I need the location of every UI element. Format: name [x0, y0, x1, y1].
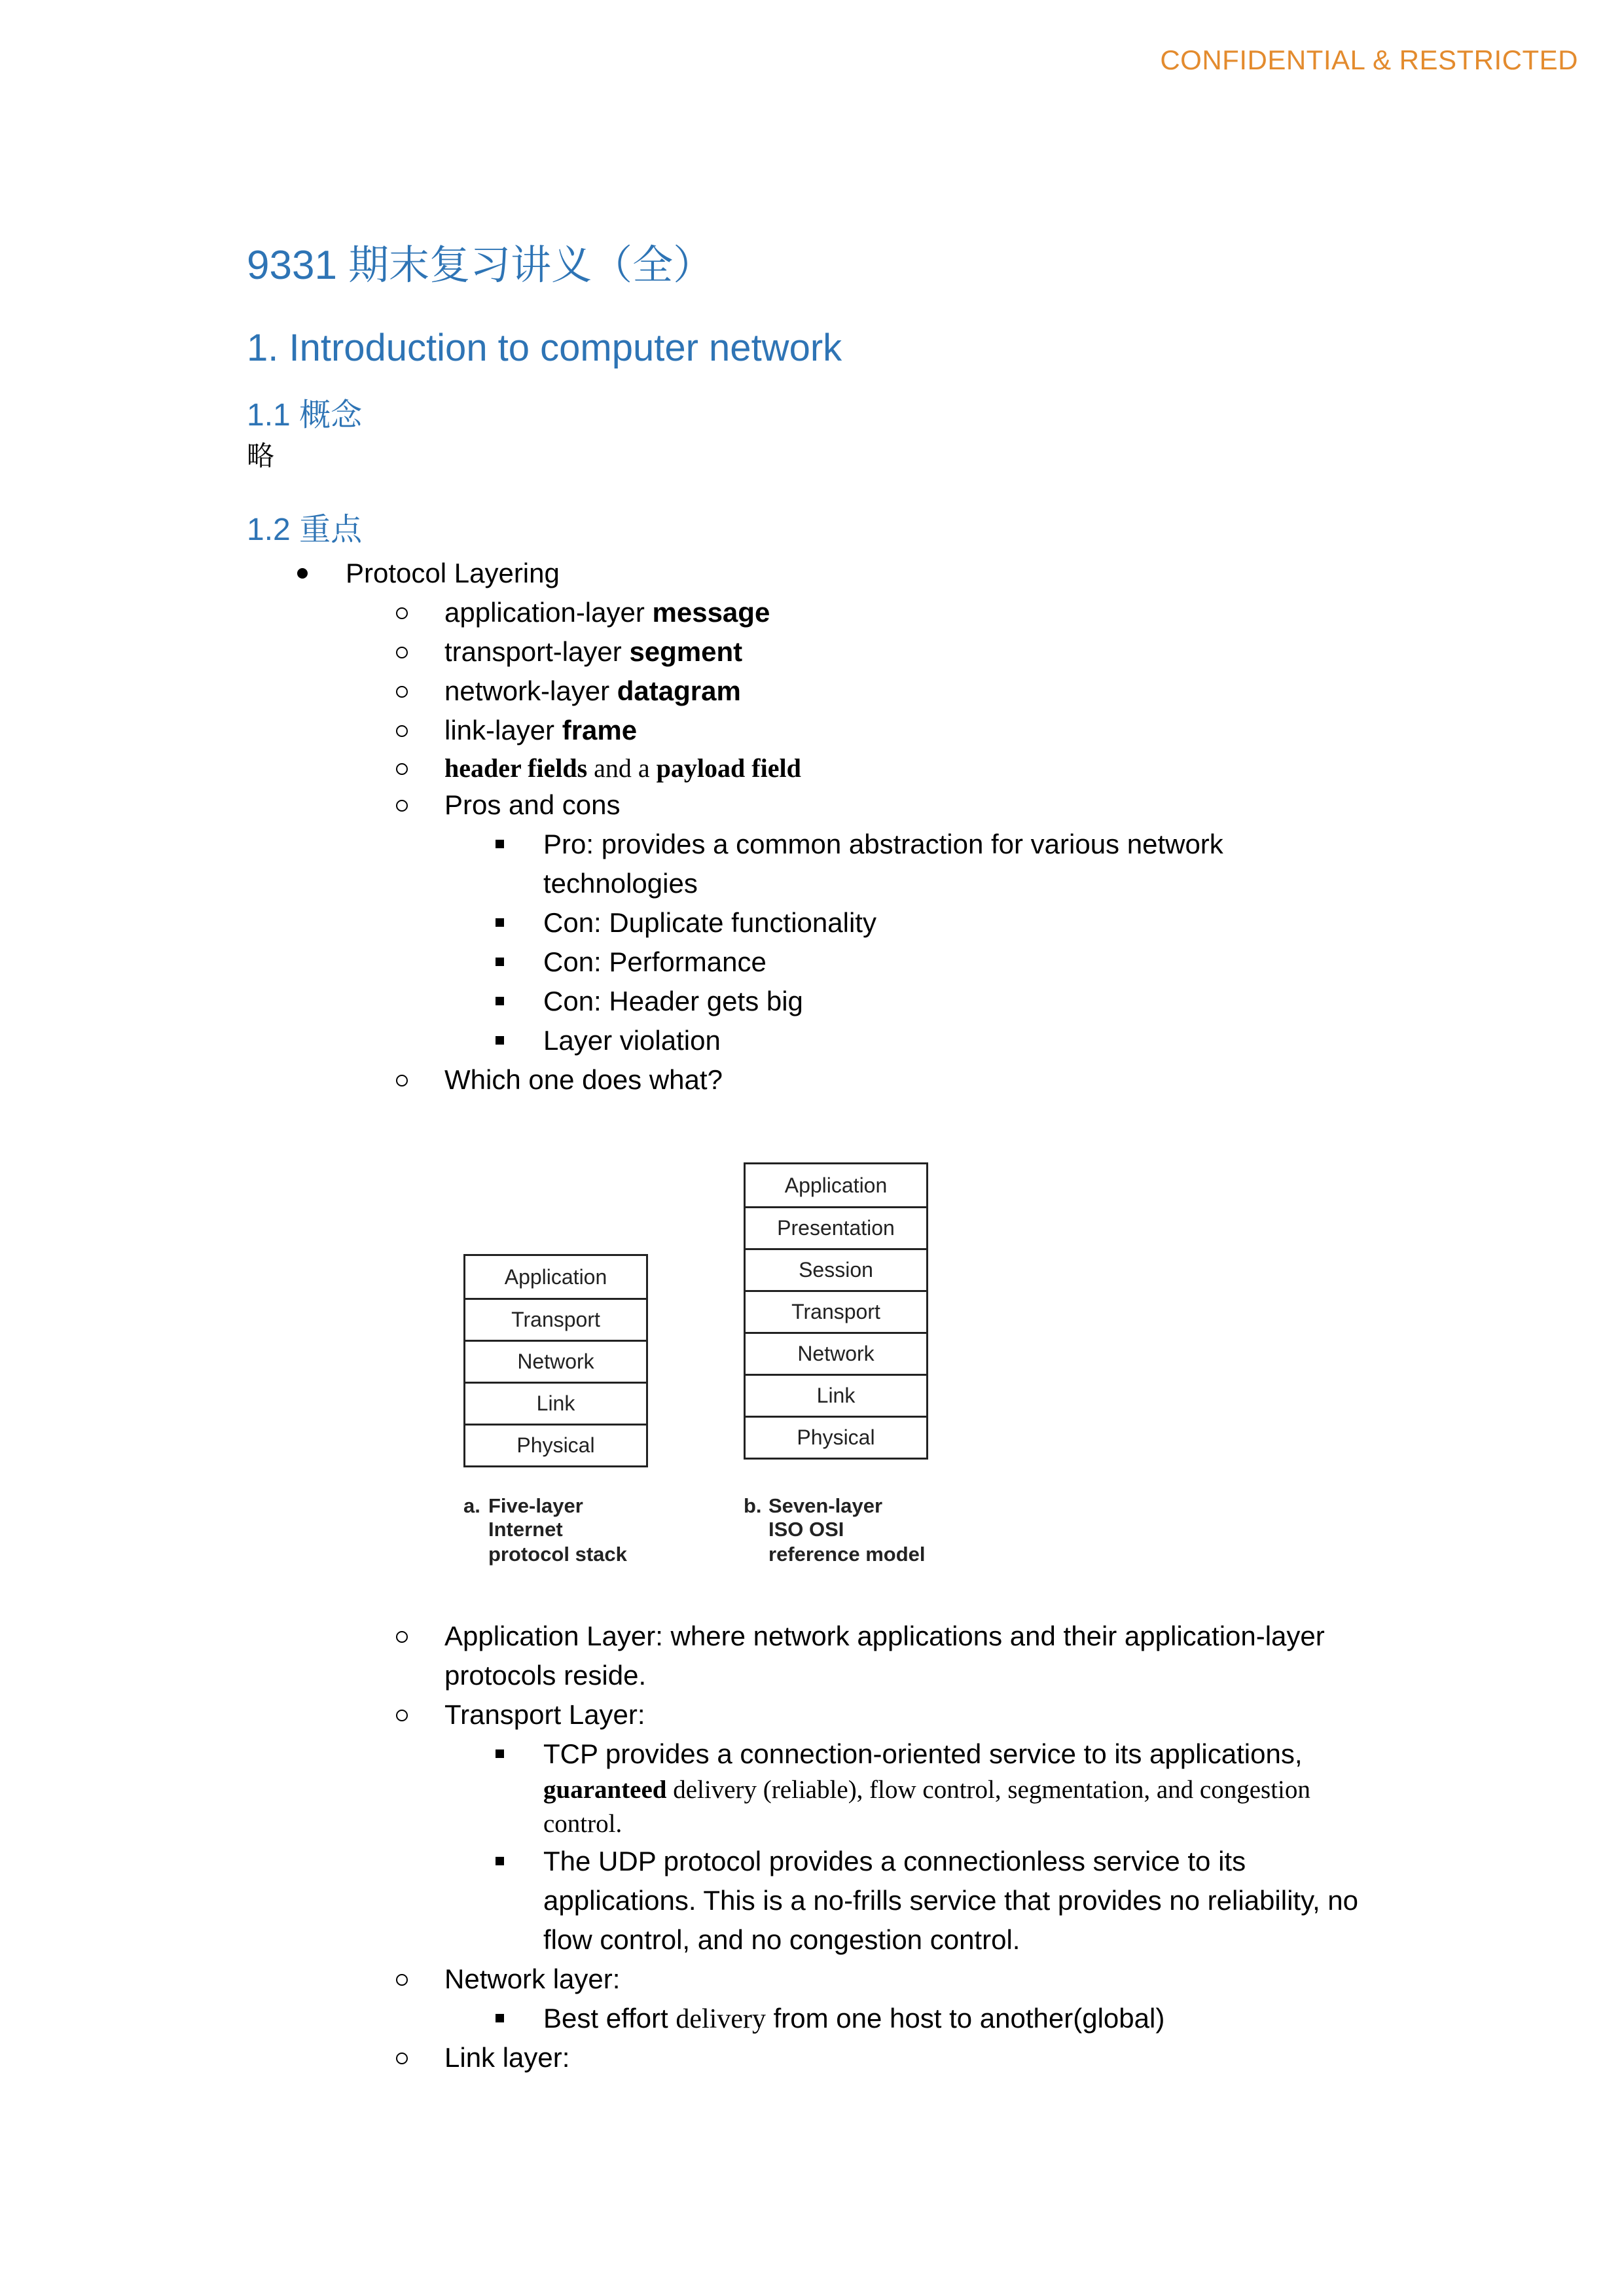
tcp-desc-line2: guaranteed delivery (reliable), flow control, segmentation, and congestion [543, 1776, 1310, 1804]
tcp-desc-line1: TCP provides a connection-oriented service to its applications, [543, 1738, 1303, 1769]
tcp-desc-line3: control. [543, 1810, 623, 1838]
stack-cell: Network [465, 1340, 646, 1382]
seven-layer-stack [744, 1162, 928, 1460]
list-item-application-layer: application-layer message [444, 597, 770, 628]
bullet-circle [396, 1631, 408, 1643]
stack-cell: Transport [465, 1298, 646, 1340]
list-item-pro-cont: technologies [543, 868, 698, 899]
best-effort-desc: Best effort delivery from one host to another(global) [543, 2003, 1165, 2034]
section-1-2-heading: 1.2 重点 [247, 512, 363, 547]
section-1-heading: 1. Introduction to computer network [247, 327, 842, 369]
bullet-circle [396, 607, 408, 619]
bullet-circle [396, 1974, 408, 1986]
stack-cell: Transport [746, 1290, 926, 1332]
bullet-circle [396, 686, 408, 698]
list-item-con-header: Con: Header gets big [543, 986, 803, 1016]
list-item-which-one: Which one does what? [444, 1064, 723, 1095]
transport-layer-desc: Transport Layer: [444, 1699, 645, 1730]
caption-line: Five-layer [488, 1494, 583, 1517]
list-item-pros-cons: Pros and cons [444, 789, 621, 820]
five-layer-stack [463, 1254, 648, 1467]
bullet-circle [396, 1075, 408, 1086]
udp-desc-line1: The UDP protocol provides a connectionless service to its [543, 1846, 1246, 1876]
caption-line: protocol stack [488, 1543, 627, 1566]
bullet-square [496, 1749, 504, 1758]
stack-cell: Application [784, 1173, 888, 1197]
stack-cell: Network [746, 1332, 926, 1374]
section-1-1-text: 略 [247, 442, 275, 472]
app-layer-desc-line2: protocols reside. [444, 1660, 647, 1691]
bullet-circle [396, 2053, 408, 2064]
protocol-layering-item: Protocol Layering [346, 558, 560, 588]
caption-line: reference model [768, 1543, 926, 1566]
stack-cell: Physical [746, 1416, 926, 1458]
udp-desc-line3: flow control, and no congestion control. [543, 1924, 1020, 1955]
link-layer-desc: Link layer: [444, 2042, 570, 2073]
bullet-square [496, 918, 504, 927]
list-item-transport-layer: transport-layer segment [444, 636, 743, 667]
bullet-circle [396, 725, 408, 737]
section-1-1-heading: 1.1 概念 [247, 398, 363, 433]
bullet-square [496, 1857, 504, 1865]
list-item-link-layer: link-layer frame [444, 715, 638, 745]
confidential-header: CONFIDENTIAL & RESTRICTED [1160, 45, 1578, 75]
caption-line: ISO OSI [768, 1518, 844, 1541]
caption-line: Seven-layer [768, 1494, 883, 1517]
bullet-circle [396, 647, 408, 658]
bullet-circle [396, 800, 408, 812]
network-layer-desc: Network layer: [444, 1964, 621, 1994]
stack-cell: Application [504, 1265, 607, 1289]
stack-cell: Link [465, 1382, 646, 1424]
stack-cell: Link [746, 1374, 926, 1416]
caption-label: b. [744, 1494, 762, 1517]
app-layer-desc-line1: Application Layer: where network applications and their application-layer [444, 1621, 1325, 1651]
list-item-network-layer: network-layer datagram [444, 675, 741, 706]
bullet-square [496, 997, 504, 1005]
bullet-square [496, 2014, 504, 2022]
bullet-square [496, 958, 504, 966]
list-item-layer-violation: Layer violation [543, 1025, 721, 1056]
stack-cell: Presentation [746, 1206, 926, 1248]
list-item-con-performance: Con: Performance [543, 946, 767, 977]
list-item-pro: Pro: provides a common abstraction for various network [543, 829, 1223, 859]
stack-cell: Session [746, 1248, 926, 1290]
document-title: 9331 期末复习讲义（全） [247, 243, 714, 288]
list-item-con-duplicate: Con: Duplicate functionality [543, 907, 876, 938]
caption-label: a. [463, 1494, 480, 1517]
bullet-circle [396, 1710, 408, 1721]
bullet-square [496, 1036, 504, 1045]
list-item-header-fields: header fields and a payload field [444, 753, 801, 783]
bullet-circle [396, 763, 408, 775]
caption-line: Internet [488, 1518, 563, 1541]
stack-cell: Physical [465, 1424, 646, 1465]
bullet-square [496, 840, 504, 848]
udp-desc-line2: applications. This is a no-frills service that provides no reliability, no [543, 1885, 1359, 1916]
bullet-dot [297, 568, 308, 579]
